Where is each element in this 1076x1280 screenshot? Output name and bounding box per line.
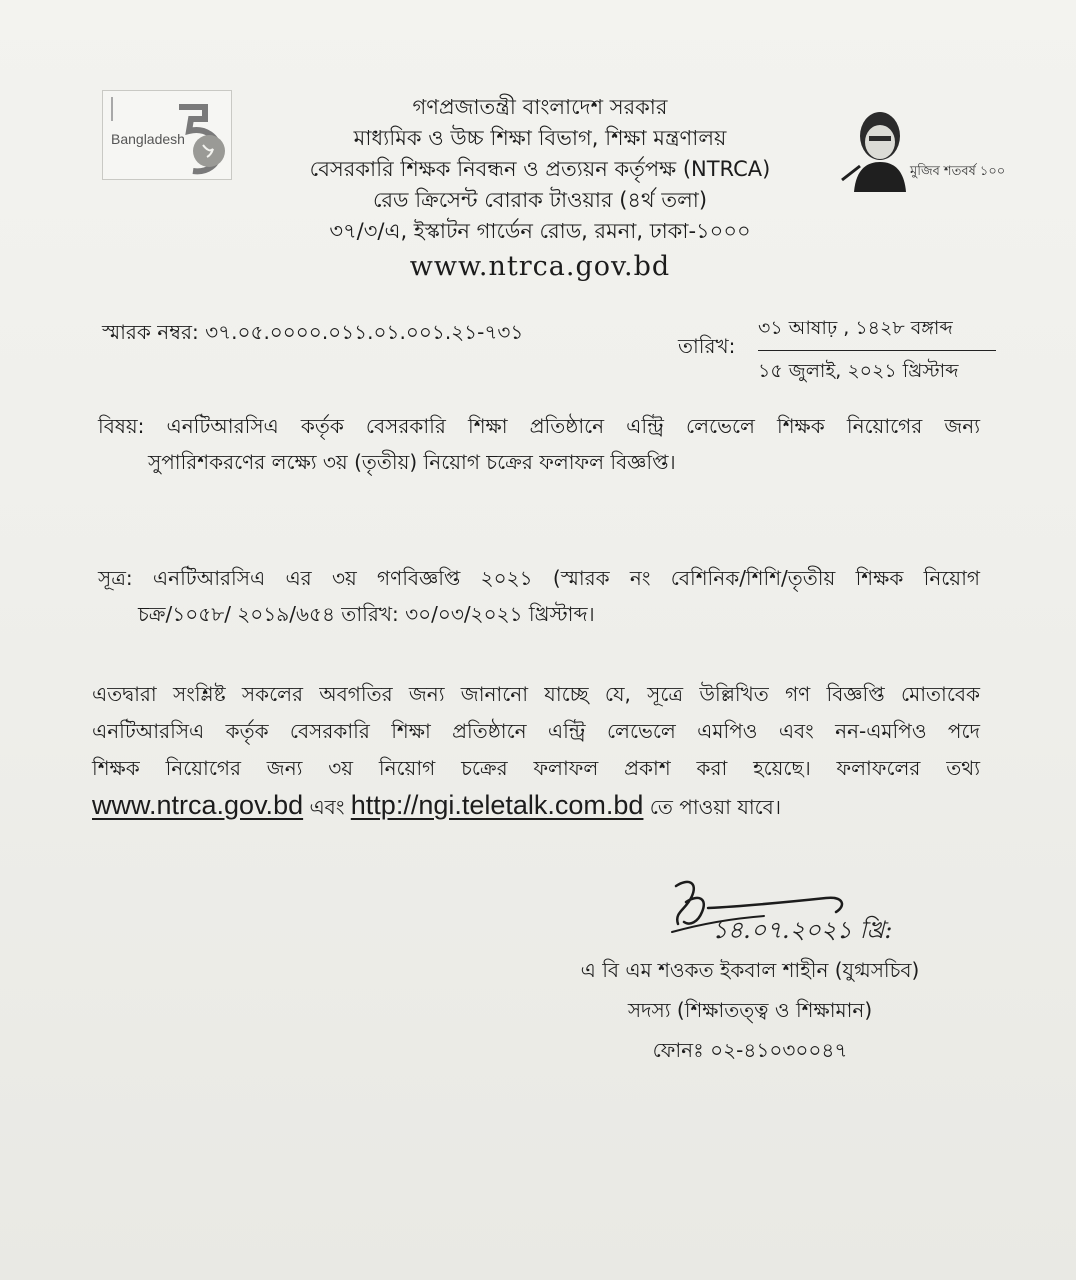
logo-wordmark: Bangladesh (111, 131, 185, 147)
body-line-2: এনটিআরসিএ কর্তৃক বেসরকারি শিক্ষা প্রতিষ্ঠানে এন্ট্রি লেভেলে এমপিও এবং নন-এমপিও পদে (92, 719, 980, 743)
source-paragraph (98, 560, 980, 632)
bangladesh-50-logo (102, 90, 232, 180)
ntrca-website-link[interactable]: www.ntrca.gov.bd (92, 790, 304, 820)
logo-50-graphic (165, 97, 229, 175)
signatory-block (520, 950, 980, 1070)
signature-date: ১৪.০৭.২০২১ খ্রি: (712, 916, 893, 944)
source-line-2: চক্র/১০৫৮/ ২০১৯/৬৫৪ তারিখ: ৩০/০৩/২০২১ খ্রিস্টাব্দ। (138, 602, 595, 626)
signatory-designation: সদস্য (শিক্ষাতত্ত্ব ও শিক্ষামান) (627, 998, 873, 1022)
header-website: www.ntrca.gov.bd (409, 251, 671, 282)
teletalk-result-link[interactable]: http://ngi.teletalk.com.bd (350, 790, 644, 820)
logo-emblem-mark (111, 97, 165, 121)
subject-line-2: সুপারিশকরণের লক্ষ্যে ৩য় (তৃতীয়) নিয়োগ চক্রের ফলাফল বিজ্ঞপ্তি। (148, 450, 676, 474)
portrait-icon (840, 106, 920, 192)
source-line-1: সূত্র: এনটিআরসিএ এর ৩য় গণবিজ্ঞপ্তি ২০২১ (স্মারক নং বেশিনিক/শিশি/তৃতীয় শিক্ষক নিয়োগ (98, 566, 980, 590)
body-line-3: শিক্ষক নিয়োগের জন্য ৩য় নিয়োগ চক্রের ফলাফল প্রকাশ করা হয়েছে। ফলাফলের তথ্য (92, 756, 980, 780)
signatory-phone: ফোনঃ ০২-৪১০৩০০৪৭ (652, 1038, 848, 1062)
building-address: রেড ক্রিসেন্ট বোরাক টাওয়ার (৪র্থ তলা) (372, 188, 708, 212)
mujib-100-logo (840, 106, 1006, 192)
body-line-1: এতদ্বারা সংশ্লিষ্ট সকলের অবগতির জন্য জানানো যাচ্ছে যে, সূত্রে উল্লিখিত গণ বিজ্ঞপ্তি মোতাবেক (92, 682, 980, 706)
signatory-name: এ বি এম শওকত ইকবাল শাহীন (যুগ্মসচিব) (580, 958, 920, 982)
memo-date (758, 314, 996, 389)
date-bangla: ৩১ আষাঢ় , ১৪২৮ বঙ্গাব্দ (758, 314, 996, 351)
subject-line-1: বিষয়: এনটিআরসিএ কর্তৃক বেসরকারি শিক্ষা প্রতিষ্ঠানে এন্ট্রি লেভেলে শিক্ষক নিয়োগের জন্য (98, 414, 980, 438)
body-line-4 (92, 787, 980, 826)
subject-paragraph (98, 408, 980, 480)
mujib-100-text: মুজিব শতবর্ষ ১০০ (910, 164, 1006, 179)
letterhead (230, 92, 850, 287)
body-tail: তে পাওয়া যাবে। (643, 795, 781, 819)
notice-body (92, 676, 980, 826)
memo-reference-number: স্মারক নম্বর: ৩৭.০৫.০০০০.০১১.০১.০০১.২১-৭৩১ (102, 320, 524, 344)
govt-title: গণপ্রজাতন্ত্রী বাংলাদেশ সরকার (412, 95, 668, 119)
date-label: তারিখ: (678, 334, 736, 358)
authority-title: বেসরকারি শিক্ষক নিবন্ধন ও প্রত্যয়ন কর্তৃপক্ষ (NTRCA) (309, 157, 771, 181)
date-english: ১৫ জুলাই, ২০২১ খ্রিস্টাব্দ (758, 360, 959, 382)
body-connector: এবং (303, 795, 351, 819)
ministry-title: মাধ্যমিক ও উচ্চ শিক্ষা বিভাগ, শিক্ষা মন্ত্রণালয় (353, 126, 727, 150)
street-address: ৩৭/৩/এ, ইস্কাটন গার্ডেন রোড, রমনা, ঢাকা-১০০০ (329, 219, 751, 243)
